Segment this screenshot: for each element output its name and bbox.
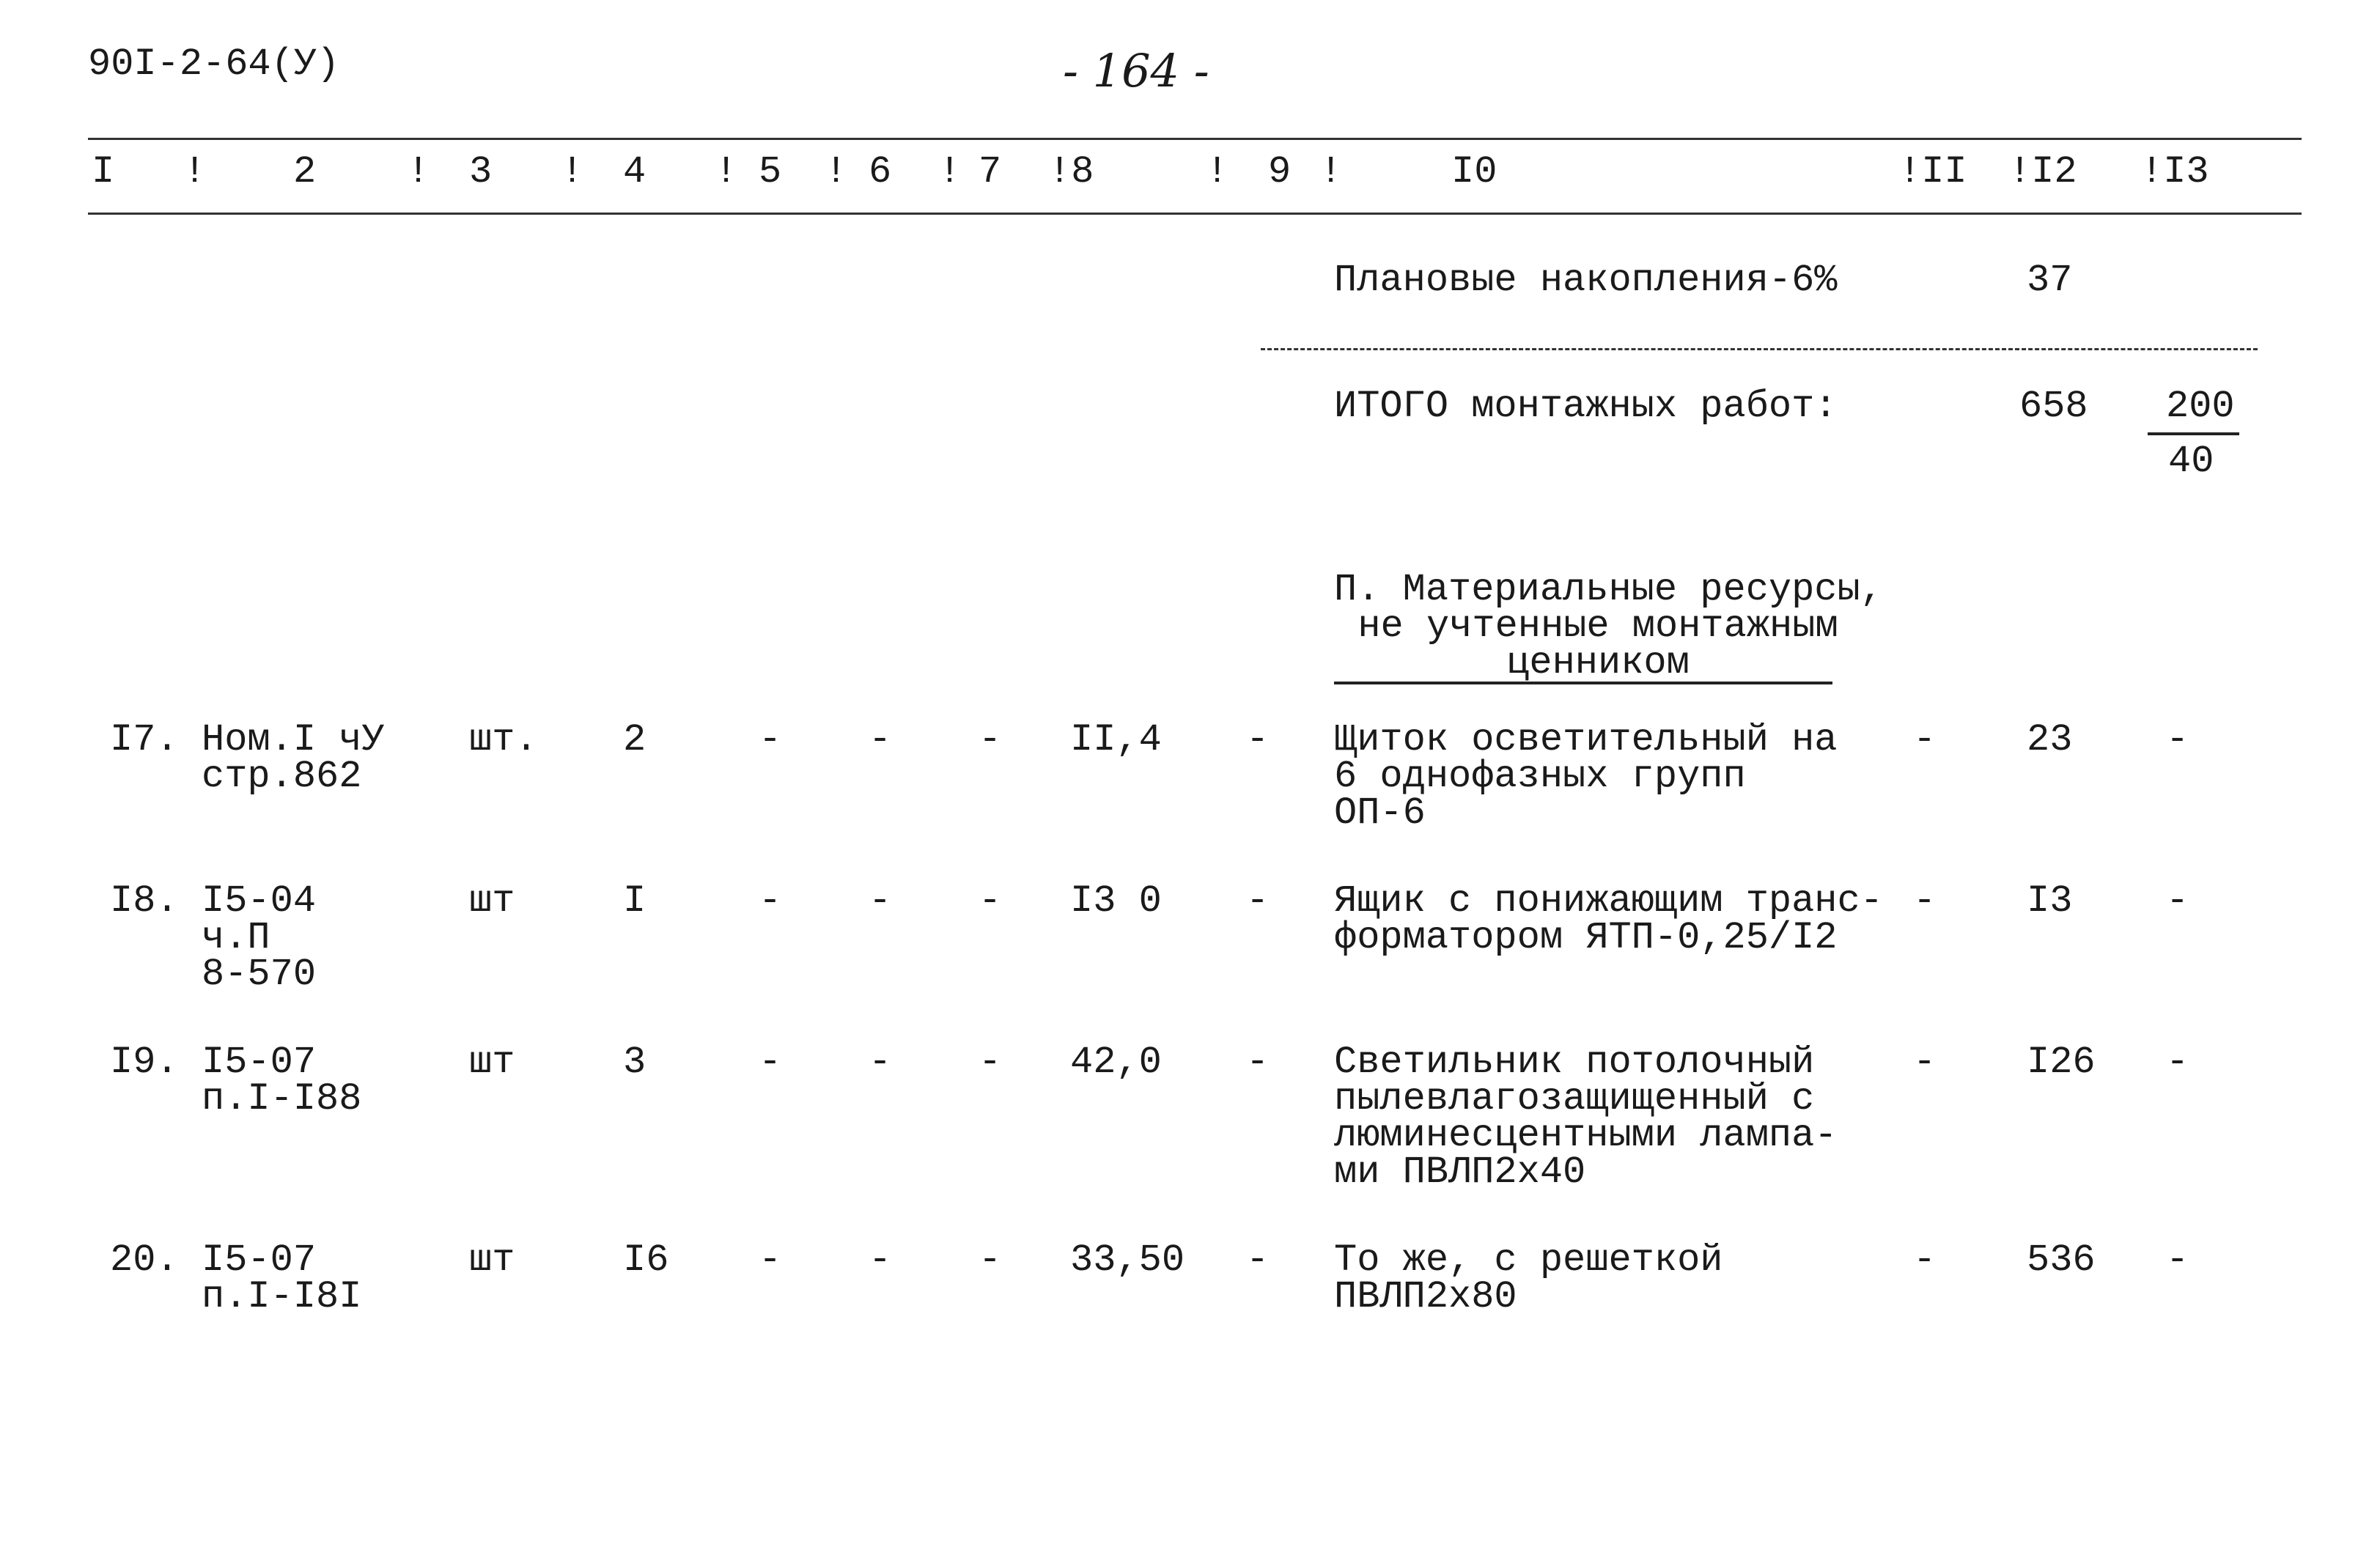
row-description: Ящик с понижающим транс- форматором ЯТП-0,25/I2 (1334, 879, 1883, 959)
row-quantity: I6 (623, 1238, 669, 1282)
row-quantity: I (623, 879, 646, 923)
row-col6: - (869, 1238, 892, 1282)
row-reference: Ном.I чУ стр.862 (202, 718, 385, 798)
row-col11: - (1913, 1041, 1937, 1084)
row-col12: 536 (2027, 1238, 2096, 1282)
row-col13: - (2166, 879, 2189, 923)
row-col7: - (979, 1238, 1002, 1282)
col-header-10: I0 (1451, 150, 1497, 193)
row-unit: шт (469, 879, 515, 923)
total-col12: 658 (2019, 385, 2088, 428)
row-description: Светильник потолочный пылевлагозащищенный с люминесцентными лампа- ми ПВЛП2х40 (1334, 1041, 1838, 1194)
col-sep: ! (561, 150, 584, 193)
col-sep: ! (1206, 150, 1229, 193)
total-col13-top: 200 (2166, 385, 2235, 428)
row-number: I9. (110, 1041, 179, 1084)
row-unit: шт (469, 1041, 515, 1084)
row-number: 20. (110, 1238, 179, 1282)
col-header-12: !I2 (2008, 150, 2077, 193)
row-reference: I5-04 ч.П 8-570 (202, 879, 317, 996)
row-col9: - (1246, 1238, 1270, 1282)
col-sep: ! (825, 150, 848, 193)
col-header-5: 5 (759, 150, 782, 193)
col-sep: ! (715, 150, 738, 193)
row-col5: - (759, 1238, 782, 1282)
row-col8: II,4 (1070, 718, 1162, 761)
col-sep: ! (407, 150, 430, 193)
planned-savings-value: 37 (2027, 259, 2073, 302)
row-quantity: 3 (623, 1041, 646, 1084)
row-reference: I5-07 п.I-I88 (202, 1041, 362, 1120)
row-unit: шт (469, 1238, 515, 1282)
row-col13: - (2166, 1238, 2189, 1282)
section-title-line: не учтенные монтажным (1357, 605, 1838, 648)
row-unit: шт. (469, 718, 538, 761)
row-description: Щиток осветительный на 6 однофазных групп ОП-6 (1334, 718, 1838, 835)
row-quantity: 2 (623, 718, 646, 761)
row-col12: 23 (2027, 718, 2073, 761)
col-header-8: !8 (1048, 150, 1094, 193)
row-col7: - (979, 1041, 1002, 1084)
row-col6: - (869, 1041, 892, 1084)
row-col9: - (1246, 879, 1270, 923)
row-col12: I3 (2027, 879, 2073, 923)
summary-divider (1261, 348, 2258, 350)
col-header-7: 7 (979, 150, 1002, 193)
row-col8: I3 0 (1070, 879, 1162, 923)
row-col9: - (1246, 1041, 1270, 1084)
row-col8: 42,0 (1070, 1041, 1162, 1084)
col-header-11: !II (1898, 150, 1967, 193)
section-title-line: П. Материальные ресурсы, (1334, 568, 1883, 611)
row-col6: - (869, 718, 892, 761)
col-header-2: 2 (293, 150, 317, 193)
col-sep: ! (938, 150, 962, 193)
row-col5: - (759, 1041, 782, 1084)
col-header-6: 6 (869, 150, 892, 193)
header-bottom-rule (88, 213, 2302, 215)
row-description: То же, с решеткой ПВЛП2х80 (1334, 1238, 1723, 1318)
page-number: - 164 - (1063, 44, 1209, 97)
section-title-line: ценником (1506, 641, 1690, 684)
row-col11: - (1913, 1238, 1937, 1282)
row-reference: I5-07 п.I-I8I (202, 1238, 362, 1318)
total-label: ИТОГО монтажных работ: (1334, 385, 1838, 428)
row-col9: - (1246, 718, 1270, 761)
row-col13: - (2166, 1041, 2189, 1084)
col-sep: ! (1319, 150, 1343, 193)
col-sep: ! (183, 150, 207, 193)
fraction-bar (2148, 432, 2239, 435)
section-title (1334, 568, 1883, 684)
section-underline (1334, 682, 1832, 684)
row-col12: I26 (2027, 1041, 2096, 1084)
row-col6: - (869, 879, 892, 923)
col-header-9: 9 (1268, 150, 1292, 193)
row-col8: 33,50 (1070, 1238, 1185, 1282)
row-col11: - (1913, 879, 1937, 923)
row-col7: - (979, 879, 1002, 923)
row-col5: - (759, 879, 782, 923)
col-header-1: I (92, 150, 115, 193)
col-header-13: !I3 (2140, 150, 2209, 193)
document-code: 90I-2-64(У) (88, 43, 340, 86)
planned-savings-label: Плановые накопления-6% (1334, 259, 1838, 302)
row-col7: - (979, 718, 1002, 761)
row-number: I7. (110, 718, 179, 761)
row-col11: - (1913, 718, 1937, 761)
row-col5: - (759, 718, 782, 761)
col-header-3: 3 (469, 150, 493, 193)
col-header-4: 4 (623, 150, 646, 193)
row-number: I8. (110, 879, 179, 923)
row-col13: - (2166, 718, 2189, 761)
header-top-rule (88, 138, 2302, 140)
total-col13-bottom: 40 (2168, 440, 2214, 483)
